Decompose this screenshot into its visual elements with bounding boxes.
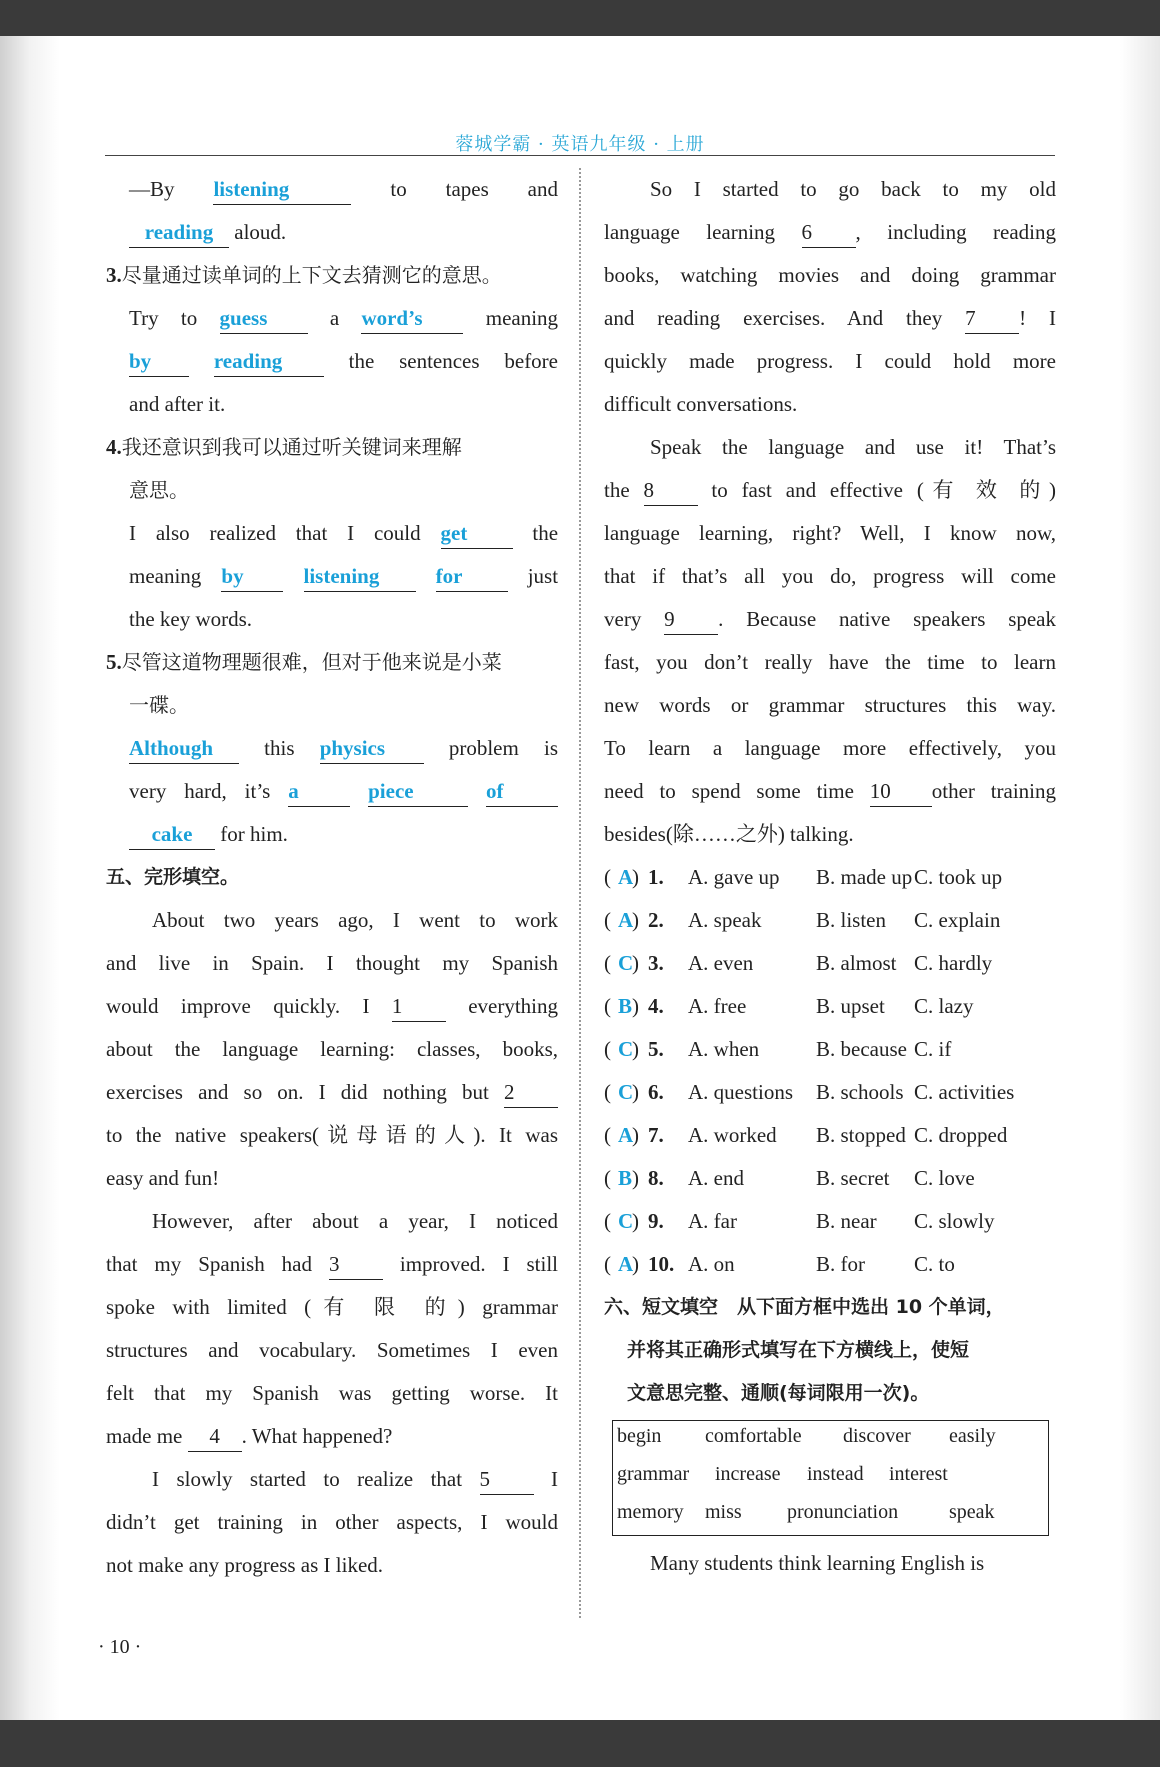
option-paren: ( — [604, 1252, 611, 1276]
text-line: didn’t get training in other aspects, I would — [106, 1510, 558, 1534]
text-line: language learning, right? Well, I know now, — [604, 521, 1056, 545]
option-b: B. near — [816, 1209, 877, 1233]
question-number: 3. — [648, 951, 664, 975]
option-paren: ) — [632, 1252, 639, 1276]
question-number: 4. — [648, 994, 664, 1018]
text-line: made me 4 . What happened? — [106, 1415, 558, 1458]
text-line: felt that my Spanish was getting worse. It — [106, 1381, 558, 1405]
cloze-blank: 5 — [480, 1466, 534, 1495]
option-b: B. almost — [816, 951, 897, 975]
option-paren: ( — [604, 1080, 611, 1104]
text-line: reading aloud. — [106, 211, 558, 254]
question-5-title: 5.尽管这道物理题很难，但对于他来说是小菜 — [106, 650, 502, 674]
option-row — [604, 899, 1056, 942]
option-c: C. took up — [914, 865, 1003, 889]
option-row — [604, 856, 1056, 899]
question-number: 6. — [648, 1080, 664, 1104]
option-paren: ) — [632, 1209, 639, 1233]
chosen-answer: A — [618, 1252, 634, 1276]
text-line: So I started to go back to my old — [650, 177, 1056, 201]
option-paren: ( — [604, 865, 611, 889]
option-a: A. gave up — [688, 865, 780, 889]
option-paren: ( — [604, 1166, 611, 1190]
answer-blank: cake — [129, 821, 215, 850]
option-paren: ( — [604, 1209, 611, 1233]
cloze-blank: 2 — [504, 1079, 558, 1108]
answer-blank: by — [129, 348, 189, 377]
question-number: 2. — [648, 908, 664, 932]
option-a: A. far — [688, 1209, 737, 1233]
answer-blank: word’s — [361, 305, 463, 334]
option-paren: ) — [632, 1166, 639, 1190]
option-paren: ( — [604, 1037, 611, 1061]
option-paren: ) — [632, 994, 639, 1018]
answer-blank: listening — [304, 563, 416, 592]
text-line: I slowly started to realize that 5 I — [106, 1458, 558, 1501]
text-line: easy and fun! — [106, 1166, 220, 1190]
text-line: the key words. — [129, 607, 253, 631]
text-line: Try to guess a word’s meaning — [106, 297, 558, 340]
option-row — [604, 1243, 1056, 1286]
answer-blank: a — [288, 778, 350, 807]
option-c: C. hardly — [914, 951, 993, 975]
text-line: besides(除……之外) talking. — [604, 822, 854, 846]
options-list — [604, 856, 1056, 1286]
option-paren: ) — [632, 951, 639, 975]
cloze-blank: 4 — [188, 1423, 242, 1452]
section-6-heading-line: 并将其正确形式填写在下方横线上，使短 — [627, 1339, 970, 1361]
section-5-heading: 五、完形填空。 — [106, 866, 240, 888]
option-c: C. to — [914, 1252, 955, 1276]
option-row — [604, 1071, 1056, 1114]
answer-blank: for — [436, 563, 508, 592]
option-row — [604, 1157, 1056, 1200]
text-line: that my Spanish had 3 improved. I still — [106, 1243, 558, 1286]
word-option: memory — [617, 1501, 684, 1523]
answer-blank: get — [441, 520, 513, 549]
chosen-answer: A — [618, 865, 634, 889]
option-c: C. explain — [914, 908, 1001, 932]
text-line: that if that’s all you do, progress will come — [604, 564, 1056, 588]
question-number: 8. — [648, 1166, 664, 1190]
text-line: language learning 6 , including reading — [604, 211, 1056, 254]
cloze-blank: 3 — [329, 1251, 383, 1280]
text-line: However, after about a year, I noticed — [152, 1209, 558, 1233]
option-c: C. lazy — [914, 994, 974, 1018]
question-3-title: 3.尽量通过读单词的上下文去猜测它的意思。 — [106, 263, 502, 287]
option-a: A. free — [688, 994, 747, 1018]
word-option: easily — [949, 1425, 996, 1447]
section-6-heading-line: 文意思完整、通顺(每词限用一次)。 — [627, 1382, 930, 1404]
chosen-answer: B — [618, 1166, 633, 1190]
text-line: fast, you don’t really have the time to learn — [604, 650, 1056, 674]
option-paren: ( — [604, 908, 611, 932]
option-a: A. speak — [688, 908, 762, 932]
question-number: 9. — [648, 1209, 664, 1233]
answer-blank: reading — [214, 348, 324, 377]
option-a: A. worked — [688, 1123, 777, 1147]
option-row — [604, 1114, 1056, 1157]
text-line: 一碟。 — [129, 693, 189, 717]
text-line: 意思。 — [129, 478, 189, 502]
text-line: spoke with limited (有 限 的) grammar — [106, 1295, 558, 1319]
answer-blank: of — [486, 778, 558, 807]
header-rule — [105, 155, 1055, 156]
answer-blank: Although — [129, 735, 239, 764]
text-line: I also realized that I could get the — [106, 512, 558, 555]
word-option: instead — [807, 1463, 864, 1485]
option-b: B. upset — [816, 994, 885, 1018]
text-line: cake for him. — [106, 813, 558, 856]
chosen-answer: A — [618, 908, 634, 932]
column-divider — [579, 168, 581, 1618]
option-paren: ) — [632, 1123, 639, 1147]
text-line: new words or grammar structures this way. — [604, 693, 1056, 717]
option-a: A. when — [688, 1037, 760, 1061]
document-page — [0, 36, 1160, 1720]
text-line: meaning by listening for just — [106, 555, 558, 598]
chosen-answer: C — [618, 951, 634, 975]
chosen-answer: B — [618, 994, 633, 1018]
text-line: not make any progress as I liked. — [106, 1553, 384, 1577]
cloze-blank: 7 — [965, 305, 1019, 334]
option-row — [604, 1028, 1056, 1071]
running-header: 蓉城学霸 · 英语九年级 · 上册 — [455, 134, 705, 155]
option-b: B. listen — [816, 908, 887, 932]
option-b: B. because — [816, 1037, 907, 1061]
option-a: A. even — [688, 951, 754, 975]
text-line: Many students think learning English is — [650, 1551, 985, 1575]
text-line: and live in Spain. I thought my Spanish — [106, 951, 558, 975]
answer-blank: piece — [368, 778, 468, 807]
chosen-answer: C — [618, 1209, 634, 1233]
option-a: A. on — [688, 1252, 735, 1276]
option-paren: ) — [632, 908, 639, 932]
text-line: quickly made progress. I could hold more — [604, 349, 1056, 373]
text-line: the 8 to fast and effective (有 效 的) — [604, 469, 1056, 512]
word-option: pronunciation — [787, 1501, 899, 1523]
chosen-answer: A — [618, 1123, 634, 1147]
text-line: to the native speakers(说母语的人). It was — [106, 1123, 558, 1147]
chosen-answer: C — [618, 1037, 634, 1061]
text-line: very 9 . Because native speakers speak — [604, 598, 1056, 641]
text-line: —By listening to tapes and — [106, 168, 558, 211]
text-line: To learn a language more effectively, you — [604, 736, 1056, 760]
right-column — [604, 168, 1056, 1585]
text-line: exercises and so on. I did nothing but 2 — [106, 1071, 558, 1114]
text-line: About two years ago, I went to work — [152, 908, 558, 932]
cloze-blank: 1 — [392, 993, 446, 1022]
option-paren: ( — [604, 951, 611, 975]
word-option: interest — [889, 1463, 948, 1485]
word-option: speak — [949, 1501, 995, 1523]
option-b: B. made up — [816, 865, 913, 889]
option-paren: ) — [632, 1037, 639, 1061]
text-line: Although this physics problem is — [106, 727, 558, 770]
word-option: comfortable — [705, 1425, 802, 1447]
word-box — [612, 1420, 1049, 1536]
cloze-blank: 9 — [664, 606, 718, 635]
text-line: and reading exercises. And they 7 ! I — [604, 297, 1056, 340]
option-b: B. schools — [816, 1080, 904, 1104]
option-paren: ( — [604, 994, 611, 1018]
question-number: 1. — [648, 865, 664, 889]
section-6-heading: 六、短文填空 从下面方框中选出 10 个单词， — [604, 1296, 1005, 1318]
option-c: C. if — [914, 1037, 952, 1061]
text-line: about the language learning: classes, books, — [106, 1037, 558, 1061]
page-number: · 10 · — [98, 1636, 142, 1658]
question-4-title: 4.我还意识到我可以通过听关键词来理解 — [106, 435, 462, 459]
question-number: 5. — [648, 1037, 664, 1061]
option-b: B. stopped — [816, 1123, 906, 1147]
answer-blank: listening — [213, 176, 351, 205]
word-option: increase — [715, 1463, 781, 1485]
option-a: A. end — [688, 1166, 744, 1190]
text-line: very hard, it’s a piece of — [106, 770, 558, 813]
option-c: C. dropped — [914, 1123, 1008, 1147]
text-line: would improve quickly. I 1 everything — [106, 985, 558, 1028]
option-c: C. love — [914, 1166, 975, 1190]
option-paren: ( — [604, 1123, 611, 1147]
text-line: need to spend some time 10 other training — [604, 770, 1056, 813]
word-option: grammar — [617, 1463, 690, 1485]
option-b: B. secret — [816, 1166, 890, 1190]
answer-blank: physics — [320, 735, 424, 764]
option-b: B. for — [816, 1252, 865, 1276]
word-option: discover — [843, 1425, 911, 1447]
left-column — [106, 168, 558, 1587]
option-row — [604, 942, 1056, 985]
option-a: A. questions — [688, 1080, 793, 1104]
answer-blank: reading — [129, 219, 229, 248]
cloze-blank: 6 — [802, 219, 856, 248]
option-row — [604, 985, 1056, 1028]
chosen-answer: C — [618, 1080, 634, 1104]
word-option: miss — [705, 1501, 742, 1523]
question-number: 7. — [648, 1123, 664, 1147]
text-line: and after it. — [129, 392, 226, 416]
word-option: begin — [617, 1425, 662, 1447]
answer-blank: guess — [220, 305, 308, 334]
answer-blank: by — [221, 563, 283, 592]
cloze-blank: 10 — [870, 778, 932, 807]
text-line: by reading the sentences before — [106, 340, 558, 383]
option-c: C. slowly — [914, 1209, 995, 1233]
option-c: C. activities — [914, 1080, 1015, 1104]
text-line: books, watching movies and doing grammar — [604, 263, 1056, 287]
option-row — [604, 1200, 1056, 1243]
text-line: Speak the language and use it! That’s — [650, 435, 1056, 459]
text-line: structures and vocabulary. Sometimes I even — [106, 1338, 558, 1362]
question-number: 10. — [648, 1252, 675, 1276]
cloze-blank: 8 — [644, 477, 698, 506]
option-paren: ) — [632, 865, 639, 889]
option-paren: ) — [632, 1080, 639, 1104]
text-line: difficult conversations. — [604, 392, 798, 416]
